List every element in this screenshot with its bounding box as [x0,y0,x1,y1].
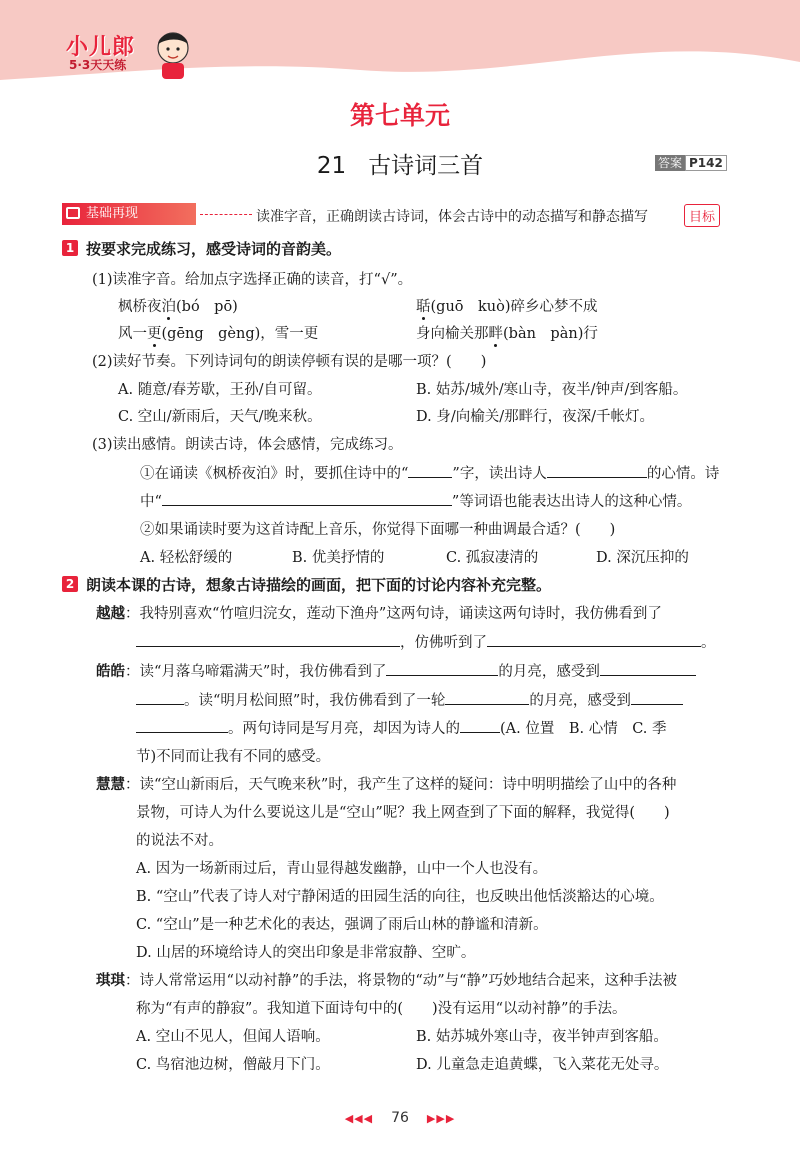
option-d[interactable]: D. 山居的环境给诗人的突出印象是非常寂静、空旷。 [136,945,476,961]
blank-field[interactable] [547,463,647,478]
divider [200,214,252,215]
logo-text: 小儿郎 [66,35,136,60]
huihui-line2: 景物，可诗人为什么要说这儿是“空山”呢？我上网查到了下面的解释，我觉得( ) [136,805,670,821]
left-arrows-icon: ◀◀◀ [344,1112,374,1125]
blank-field[interactable] [600,661,696,676]
haohao-line1: 皓皓：读“月落乌啼霜满天”时，我仿佛看到了 的月亮，感受到 [96,660,696,681]
option-d[interactable]: D. 儿童急走追黄蝶，飞入菜花无处寻。 [416,1057,669,1073]
q1-part3-item2: ②如果诵读时要为这首诗配上音乐，你觉得下面哪一种曲调最合适？( ) [140,522,616,538]
q1-item-c: 风一更(gēng gèng)，雪一更 [118,326,319,342]
section-banner-label: 基础再现 [86,206,139,221]
qiqi-line1: 琪琪：诗人常常运用“以动衬静”的手法，将景物的“动”与“静”巧妙地结合起来，这种手法被 [96,973,677,989]
blank-field[interactable] [487,632,701,647]
speaker-name: 慧慧 [96,777,125,793]
blank-field[interactable] [386,661,498,676]
lesson-name: 古诗词三首 [368,153,484,179]
option-a[interactable]: A. 随意/春芳歇，王孙/自可留。 [118,382,322,398]
q1-part3-item1-cont: 中“ ”等词语也能表达出诗人的这种心情。 [140,490,691,511]
speaker-name: 琪琪 [96,973,125,989]
q1-item-a: 枫桥夜泊(bó pō) [118,299,238,315]
option-b[interactable]: B. 姑苏/城外/寒山寺，夜半/钟声/到客船。 [416,382,688,398]
blank-field[interactable] [445,690,529,705]
unit-title: 第七单元 [349,101,450,130]
target-badge: 目标 [684,204,720,227]
q1-part3-item1: ①在诵读《枫桥夜泊》时，要抓住诗中的“ ”字，读出诗人 的心情。诗 [140,462,719,483]
q1-part2-prompt: (2)读好节奏。下列诗词句的朗读停顿有误的是哪一项？( ) [92,354,487,370]
answer-page: P142 [685,155,727,171]
answer-reference [655,154,727,171]
blank-field[interactable] [136,632,400,647]
question-number: 2 [62,576,78,592]
option-c[interactable]: C. “空山”是一种艺术化的表达，强调了雨后山林的静谧和清新。 [136,917,548,933]
logo-subtitle: 5·3天天练 [69,58,127,72]
lesson-number: 21 [316,153,347,179]
blank-field[interactable] [460,718,500,733]
option-d[interactable]: D. 身/向榆关/那畔行，夜深/千帐灯。 [416,409,654,425]
book-icon [66,207,80,219]
option-d[interactable]: D. 深沉压抑的 [596,550,689,566]
q1-item-d: 身向榆关那畔(bàn pàn)行 [416,326,598,342]
option-c[interactable]: C. 鸟宿池边树，僧敲月下门。 [136,1057,330,1073]
haohao-line4: 节)不同而让我有不同的感受。 [136,749,331,765]
right-arrows-icon: ▶▶▶ [426,1112,456,1125]
haohao-line3: 。两句诗同是写月亮，却因为诗人的 (A. 位置 B. 心情 C. 季 [136,717,667,738]
huihui-line3: 的说法不对。 [136,833,223,849]
blank-field[interactable] [162,491,452,506]
huihui-line1: 慧慧：读“空山新雨后，天气晚来秋”时，我产生了这样的疑问：诗中明明描绘了山中的各种 [96,777,677,793]
speaker-name: 越越 [96,606,125,622]
q1-part1-prompt: (1)读准字音。给加点字选择正确的读音，打“√”。 [92,272,413,288]
yueyue-line1: 越越：我特别喜欢“竹喧归浣女，莲动下渔舟”这两句诗，诵读这两句诗时，我仿佛看到了 [96,606,662,622]
page-number: 76 [391,1110,409,1126]
yueyue-line2: ，仿佛听到了 。 [136,631,716,652]
section-banner [62,203,196,225]
page-footer [0,1110,800,1126]
option-b[interactable]: B. “空山”代表了诗人对宁静闲适的田园生活的向往，也反映出他恬淡豁达的心境。 [136,889,664,905]
option-b[interactable]: B. 姑苏城外寒山寺，夜半钟声到客船。 [416,1029,668,1045]
option-a[interactable]: A. 空山不见人，但闻人语响。 [136,1029,330,1045]
haohao-line2: 。读“明月松间照”时，我仿佛看到了一轮 的月亮，感受到 [136,689,683,710]
blank-field[interactable] [408,463,452,478]
qiqi-line2: 称为“有声的静寂”。我知道下面诗句中的( )没有运用“以动衬静”的手法。 [136,1001,627,1017]
blank-field[interactable] [631,690,683,705]
q1-item-b: 聒(guō kuò)碎乡心梦不成 [416,299,598,315]
section-description: 读准字音，正确朗读古诗词，体会古诗中的动态描写和静态描写 [256,209,648,225]
question-title: 按要求完成练习，感受诗词的音韵美。 [86,240,342,258]
option-c[interactable]: C. 孤寂凄清的 [446,550,539,566]
question-number: 1 [62,240,78,256]
option-a[interactable]: A. 轻松舒缓的 [140,550,233,566]
option-b[interactable]: B. 优美抒情的 [292,550,385,566]
option-a[interactable]: A. 因为一场新雨过后，青山显得越发幽静，山中一个人也没有。 [136,861,548,877]
blank-field[interactable] [136,718,228,733]
option-c[interactable]: C. 空山/新雨后，天气/晚来秋。 [118,409,322,425]
speaker-name: 皓皓 [96,664,125,680]
question-title: 朗读本课的古诗，想象古诗描绘的画面，把下面的讨论内容补充完整。 [86,576,552,594]
q1-part3-prompt: (3)读出感情。朗读古诗，体会感情，完成练习。 [92,437,403,453]
answer-label: 答案 [655,155,685,171]
boy-mascot-icon [150,28,196,80]
blank-field[interactable] [136,690,184,705]
